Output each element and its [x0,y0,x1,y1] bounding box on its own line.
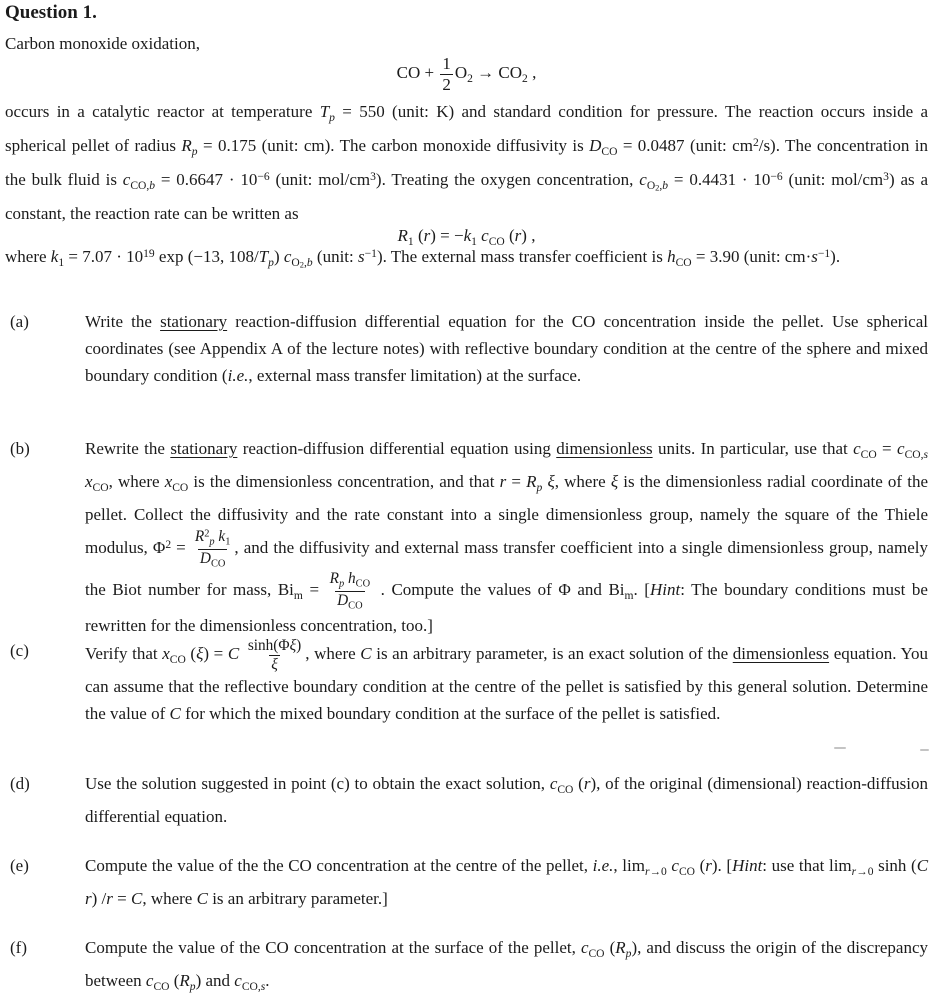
item-f-body: Compute the value of the CO concentration at the surface of the pellet, $c_{CO}$ $(R_p)$, and discuss the origin of the discrepancy between $c_{CO}$ $(R_p)$ and $c_{CO,s}$. [85,938,928,994]
reaction-equation: CO + $\frac{1}{2}$ $O_2 \to CO_2$ , [396,54,537,94]
item-d-label: (d) [10,774,30,793]
item-a-label: (a) [10,312,29,331]
rate-equation: $R_1$ $(r) = -k_1$ $c_{CO}$ (r) , [397,226,536,249]
item-a-body: Write the stationary reaction-diffusion differential equation for the CO concentration inside the pellet. Use spherical coordinates (see Appendix A of the lecture notes) with reflective boundary condition at the centre of the sphere and mixed boundary condition (i.e., external mass transfer limitation) at the surface. [85,312,928,385]
item-d-body: Use the solution suggested in point (c) to obtain the exact solution, $c_{CO}$ (r), of the original (dimensional) reaction-diffusion differential equation. [85,774,929,827]
item-c-body: Verify that $x_{CO}$ (ξ) = C $\frac{\sinh(\Phi\xi)}{\xi}$ , where C is an arbitrary parameter, is an exact solution of the dimensionless equation. You can assume that the reflective boundary condition at the centre of the pellet is satisfied by this general solution. Determine the value of C for which the mixed boundary condition at the surface of the pellet is satisfied. [85,637,929,724]
item-c-label: (c) [10,641,29,660]
item-d [5,770,928,830]
item-e [5,852,928,912]
scan-artifact-dash [834,747,846,749]
scan-artifact-dash [920,749,929,751]
item-b-body: Rewrite the stationary reaction-diffusion differential equation using dimensionless units. In particular, use that $c_{CO} = c_{CO,s}$ $x_{CO}$, where $x_{CO}$ is the dimensionless concentration, and that $r = R_p$ ξ, where ξ is the dimensionless radial coordinate of the pellet. Collect the diffusivity and the rate constant into a single dimensionless group, namely the square of the Thiele modulus, $\Phi^2$ = $\frac{R^2_p k_1}{D_{CO}}$ , and the diffusivity and external mass transfer coefficient into a single dimensionless group, namely the Biot number for mass, $Bi_m$ = $\frac{R_p h_{CO}}{D_{CO}}$ . Compute the values of Φ and $Bi_m$. [Hint: The boundary conditions must be rewritten for the dimensionless concentration, too.] [85,439,929,636]
item-b [5,435,928,639]
item-e-body: Compute the value of the the CO concentration at the centre of the pellet, i.e., $\lim_{r\to 0} c_{CO}$ (r). [Hint: use that $\lim_{r\to 0} \sinh (C$ r) /r = C, where C is an arbitrary parameter.] [85,856,929,909]
item-a [5,308,928,389]
rate-constant-paragraph: where $k_1 = 7.07 \cdot 10^{19}$ exp (−13, $108/T_p$) $c_{O2,b}$ (unit: $s^{-1}$). The external mass transfer coefficient is $h_{CO} = 3.90$ (unit: $cm\cdot s^{-1}$). [5,247,841,270]
item-b-label: (b) [10,439,30,458]
item-f [5,934,928,1000]
item-f-label: (f) [10,938,27,957]
item-e-label: (e) [10,856,29,875]
intro-line: Carbon monoxide oxidation, [5,34,201,53]
question-title: Question 1. [5,2,97,23]
item-c [5,637,928,727]
setup-paragraph: occurs in a catalytic reactor at temperature $T_p = 550$ (unit: K) and standard condition for pressure. The reaction occurs inside a spherical pellet of radius $R_p = 0.175$ (unit: cm). The carbon monoxide diffusivity is $D_{CO} = 0.0487$ (unit: $cm^2/s$). The concentration in the bulk fluid is $c_{CO,b} = 0.6647 \cdot 10^{-6}$ (unit: mol/$cm^3$). Treating the oxygen concentration, $c_{O2,b} = 0.4431 \cdot 10^{-6}$ (unit: mol/$cm^3$) as a constant, the reaction rate can be written as [5,102,929,223]
